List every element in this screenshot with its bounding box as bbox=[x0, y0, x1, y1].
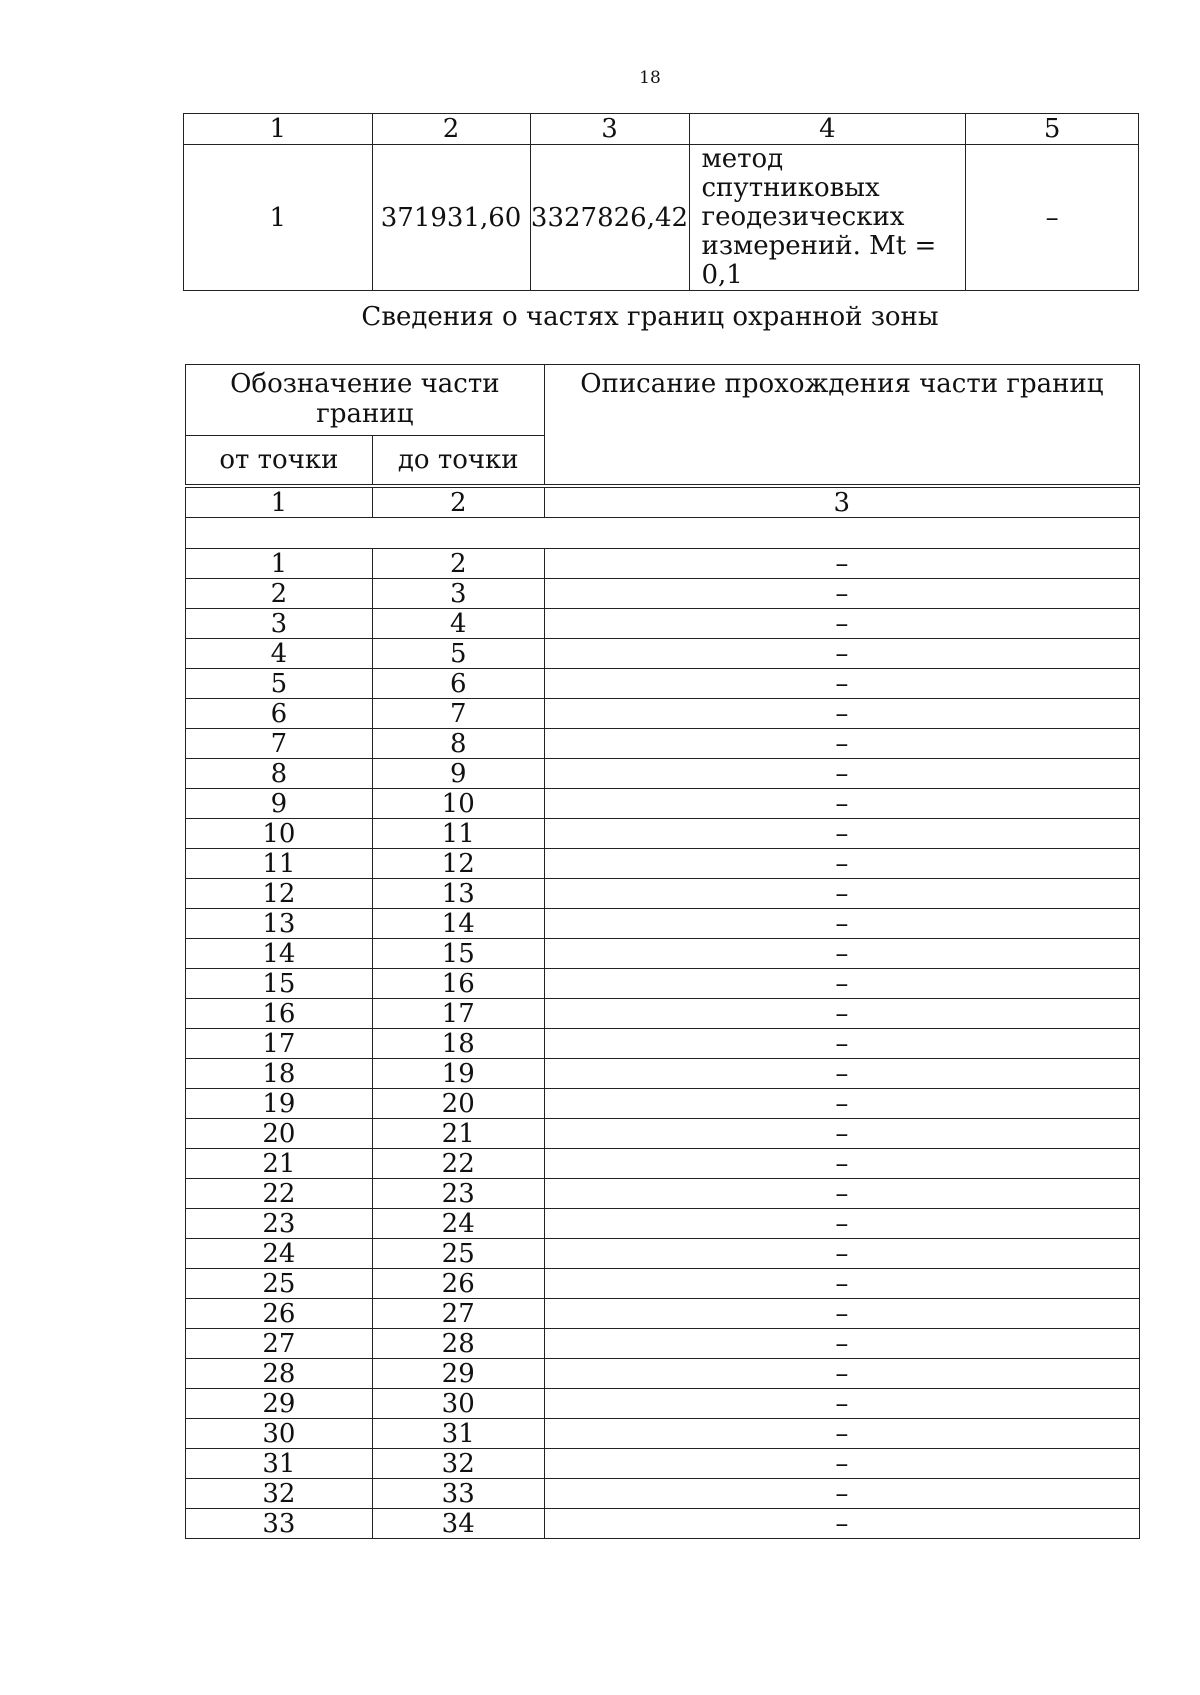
to-point-cell: 9 bbox=[372, 759, 544, 789]
from-point-cell: 10 bbox=[186, 819, 373, 849]
to-point-cell: 7 bbox=[372, 699, 544, 729]
table-row bbox=[186, 1089, 1140, 1119]
table-row bbox=[186, 729, 1140, 759]
to-point-cell: 15 bbox=[372, 939, 544, 969]
description-header: Описание прохождения части границ bbox=[544, 365, 1139, 485]
page-number: 18 bbox=[639, 68, 661, 88]
description-cell: – bbox=[544, 849, 1139, 879]
description-cell: – bbox=[544, 609, 1139, 639]
to-point-cell: 25 bbox=[372, 1239, 544, 1269]
from-point-cell: 14 bbox=[186, 939, 373, 969]
coordinates-header-row bbox=[184, 114, 1139, 145]
x-coordinate-cell: 371931,60 bbox=[372, 145, 530, 291]
to-point-cell: 20 bbox=[372, 1089, 544, 1119]
from-point-cell: 23 bbox=[186, 1209, 373, 1239]
table-row bbox=[186, 969, 1140, 999]
column-number-cell: 3 bbox=[544, 488, 1139, 518]
method-line: метод спутниковых bbox=[701, 144, 880, 203]
table-row bbox=[186, 1389, 1140, 1419]
to-point-cell: 33 bbox=[372, 1479, 544, 1509]
description-cell: – bbox=[544, 1029, 1139, 1059]
table-row bbox=[186, 939, 1140, 969]
from-point-cell: 9 bbox=[186, 789, 373, 819]
table-row bbox=[186, 1359, 1140, 1389]
description-cell: – bbox=[544, 669, 1139, 699]
description-cell: – bbox=[544, 579, 1139, 609]
to-point-cell: 14 bbox=[372, 909, 544, 939]
table-row bbox=[186, 849, 1140, 879]
description-cell: – bbox=[544, 1419, 1139, 1449]
table-row bbox=[186, 879, 1140, 909]
parts-table-header bbox=[185, 364, 1140, 485]
from-point-cell: 7 bbox=[186, 729, 373, 759]
blank-row bbox=[186, 518, 1140, 549]
to-point-cell: 24 bbox=[372, 1209, 544, 1239]
table-row bbox=[186, 1509, 1140, 1539]
description-cell: – bbox=[544, 969, 1139, 999]
method-line: геодезических bbox=[701, 202, 905, 232]
table-row bbox=[186, 1029, 1140, 1059]
description-cell: – bbox=[544, 999, 1139, 1029]
description-cell: – bbox=[544, 1059, 1139, 1089]
method-line: измерений. Mt = 0,1 bbox=[701, 231, 937, 290]
column-numbers-row bbox=[186, 488, 1140, 518]
from-point-cell: 22 bbox=[186, 1179, 373, 1209]
table-row bbox=[186, 1179, 1140, 1209]
to-point-cell: 18 bbox=[372, 1029, 544, 1059]
from-point-header: от точки bbox=[186, 436, 373, 485]
coordinates-row bbox=[184, 145, 1139, 291]
from-point-cell: 2 bbox=[186, 579, 373, 609]
to-point-cell: 16 bbox=[372, 969, 544, 999]
from-point-cell: 31 bbox=[186, 1449, 373, 1479]
table-row bbox=[186, 1299, 1140, 1329]
column-number-cell: 3 bbox=[530, 114, 689, 145]
description-cell: – bbox=[544, 1449, 1139, 1479]
from-point-cell: 5 bbox=[186, 669, 373, 699]
table-row bbox=[186, 609, 1140, 639]
table-row bbox=[186, 579, 1140, 609]
description-cell: – bbox=[544, 879, 1139, 909]
to-point-cell: 4 bbox=[372, 609, 544, 639]
description-cell: – bbox=[544, 1509, 1139, 1539]
table-row bbox=[186, 1329, 1140, 1359]
from-point-cell: 1 bbox=[186, 549, 373, 579]
description-cell: – bbox=[544, 909, 1139, 939]
to-point-cell: 22 bbox=[372, 1149, 544, 1179]
table-row bbox=[186, 1149, 1140, 1179]
table-row bbox=[186, 819, 1140, 849]
to-point-header: до точки bbox=[372, 436, 544, 485]
from-point-cell: 17 bbox=[186, 1029, 373, 1059]
note-cell: – bbox=[966, 145, 1139, 291]
from-point-cell: 11 bbox=[186, 849, 373, 879]
from-point-cell: 20 bbox=[186, 1119, 373, 1149]
description-cell: – bbox=[544, 1359, 1139, 1389]
table-row bbox=[186, 639, 1140, 669]
table-row bbox=[186, 549, 1140, 579]
to-point-cell: 13 bbox=[372, 879, 544, 909]
to-point-cell: 26 bbox=[372, 1269, 544, 1299]
blank-cell bbox=[186, 518, 1140, 549]
from-point-cell: 4 bbox=[186, 639, 373, 669]
to-point-cell: 23 bbox=[372, 1179, 544, 1209]
description-cell: – bbox=[544, 1119, 1139, 1149]
column-number-cell: 1 bbox=[186, 488, 373, 518]
column-number-cell: 5 bbox=[966, 114, 1139, 145]
column-number-cell: 2 bbox=[372, 114, 530, 145]
to-point-cell: 27 bbox=[372, 1299, 544, 1329]
table-row bbox=[186, 909, 1140, 939]
to-point-cell: 10 bbox=[372, 789, 544, 819]
table-row bbox=[186, 1419, 1140, 1449]
point-number-cell: 1 bbox=[184, 145, 373, 291]
from-point-cell: 15 bbox=[186, 969, 373, 999]
from-point-cell: 30 bbox=[186, 1419, 373, 1449]
from-point-cell: 13 bbox=[186, 909, 373, 939]
description-cell: – bbox=[544, 819, 1139, 849]
parts-table-body bbox=[186, 488, 1140, 1539]
from-point-cell: 19 bbox=[186, 1089, 373, 1119]
to-point-cell: 31 bbox=[372, 1419, 544, 1449]
description-cell: – bbox=[544, 1329, 1139, 1359]
description-cell: – bbox=[544, 549, 1139, 579]
table-row bbox=[186, 1059, 1140, 1089]
from-point-cell: 18 bbox=[186, 1059, 373, 1089]
section-title: Сведения о частях границ охранной зоны bbox=[361, 302, 939, 332]
parts-header-row bbox=[186, 365, 1140, 436]
table-row bbox=[186, 1449, 1140, 1479]
from-point-cell: 24 bbox=[186, 1239, 373, 1269]
description-cell: – bbox=[544, 639, 1139, 669]
from-point-cell: 27 bbox=[186, 1329, 373, 1359]
designation-header: Обозначение части границ bbox=[186, 365, 545, 436]
from-point-cell: 26 bbox=[186, 1299, 373, 1329]
from-point-cell: 29 bbox=[186, 1389, 373, 1419]
description-cell: – bbox=[544, 1479, 1139, 1509]
to-point-cell: 3 bbox=[372, 579, 544, 609]
column-number-cell: 1 bbox=[184, 114, 373, 145]
table-row bbox=[186, 759, 1140, 789]
table-row bbox=[186, 1209, 1140, 1239]
description-cell: – bbox=[544, 939, 1139, 969]
description-cell: – bbox=[544, 789, 1139, 819]
description-cell: – bbox=[544, 1269, 1139, 1299]
to-point-cell: 5 bbox=[372, 639, 544, 669]
from-point-cell: 32 bbox=[186, 1479, 373, 1509]
to-point-cell: 12 bbox=[372, 849, 544, 879]
parts-table bbox=[185, 487, 1140, 1539]
table-row bbox=[186, 1239, 1140, 1269]
y-coordinate-cell: 3327826,42 bbox=[530, 145, 689, 291]
from-point-cell: 16 bbox=[186, 999, 373, 1029]
to-point-cell: 8 bbox=[372, 729, 544, 759]
from-point-cell: 3 bbox=[186, 609, 373, 639]
to-point-cell: 32 bbox=[372, 1449, 544, 1479]
from-point-cell: 33 bbox=[186, 1509, 373, 1539]
to-point-cell: 29 bbox=[372, 1359, 544, 1389]
description-cell: – bbox=[544, 1239, 1139, 1269]
description-cell: – bbox=[544, 699, 1139, 729]
from-point-cell: 28 bbox=[186, 1359, 373, 1389]
table-row bbox=[186, 999, 1140, 1029]
column-number-cell: 2 bbox=[372, 488, 544, 518]
table-row bbox=[186, 1119, 1140, 1149]
from-point-cell: 25 bbox=[186, 1269, 373, 1299]
method-cell bbox=[689, 145, 966, 291]
to-point-cell: 17 bbox=[372, 999, 544, 1029]
table-row bbox=[186, 699, 1140, 729]
from-point-cell: 8 bbox=[186, 759, 373, 789]
coordinates-table bbox=[183, 113, 1139, 291]
to-point-cell: 2 bbox=[372, 549, 544, 579]
from-point-cell: 21 bbox=[186, 1149, 373, 1179]
table-row bbox=[186, 1269, 1140, 1299]
to-point-cell: 19 bbox=[372, 1059, 544, 1089]
table-row bbox=[186, 1479, 1140, 1509]
description-cell: – bbox=[544, 1179, 1139, 1209]
to-point-cell: 34 bbox=[372, 1509, 544, 1539]
column-number-cell: 4 bbox=[689, 114, 966, 145]
description-cell: – bbox=[544, 1089, 1139, 1119]
description-cell: – bbox=[544, 1209, 1139, 1239]
description-cell: – bbox=[544, 1389, 1139, 1419]
from-point-cell: 6 bbox=[186, 699, 373, 729]
table-row bbox=[186, 669, 1140, 699]
description-cell: – bbox=[544, 729, 1139, 759]
to-point-cell: 28 bbox=[372, 1329, 544, 1359]
to-point-cell: 11 bbox=[372, 819, 544, 849]
description-cell: – bbox=[544, 1299, 1139, 1329]
to-point-cell: 30 bbox=[372, 1389, 544, 1419]
to-point-cell: 6 bbox=[372, 669, 544, 699]
table-row bbox=[186, 789, 1140, 819]
from-point-cell: 12 bbox=[186, 879, 373, 909]
to-point-cell: 21 bbox=[372, 1119, 544, 1149]
description-cell: – bbox=[544, 1149, 1139, 1179]
description-cell: – bbox=[544, 759, 1139, 789]
